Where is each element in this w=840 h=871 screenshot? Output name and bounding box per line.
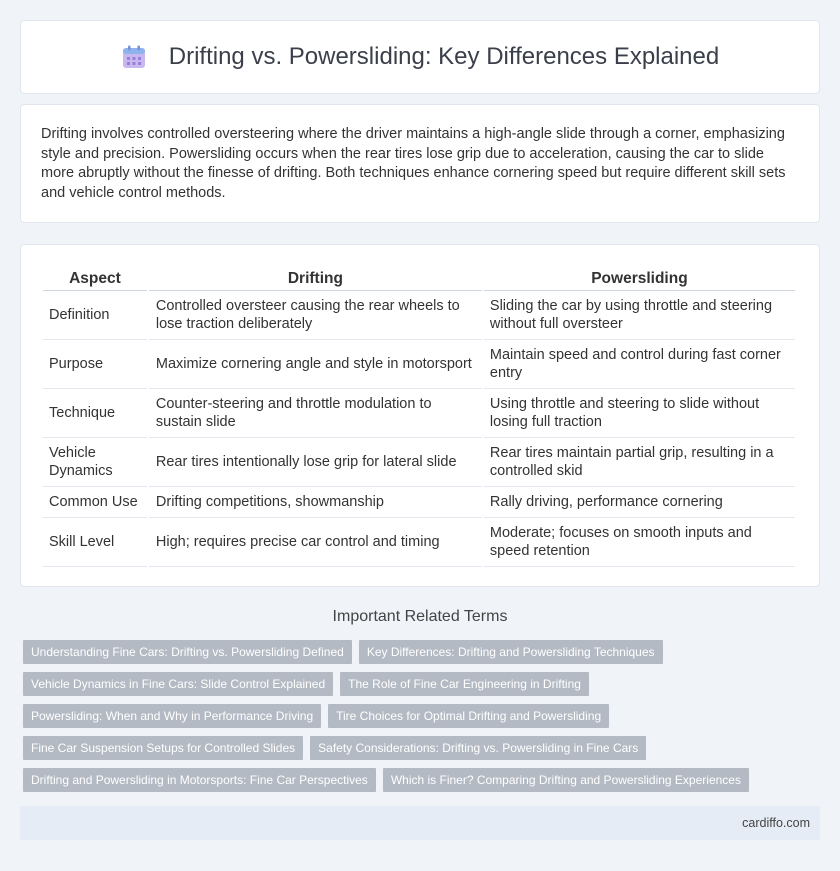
cell-drifting: Rear tires intentionally lose grip for lateral slide xyxy=(149,438,482,487)
cell-aspect: Definition xyxy=(43,291,147,340)
cell-drifting: Maximize cornering angle and style in motorsport xyxy=(149,340,482,389)
cell-aspect: Technique xyxy=(43,389,147,438)
page-title: Drifting vs. Powersliding: Key Differences Explained xyxy=(168,43,720,70)
cell-aspect: Skill Level xyxy=(43,518,147,567)
header-card xyxy=(20,20,820,94)
related-terms-title: Important Related Terms xyxy=(332,608,508,625)
cell-powersliding: Maintain speed and control during fast corner entry xyxy=(484,340,795,389)
intro-paragraph: Drifting involves controlled oversteering where the driver maintains a high-angle slide through a corner, emphasizing style and precision. Powersliding occurs when the rear tires lose grip due to acceleration, causing the car to slide more abruptly without the finesse of drifting. Both techniques enhance cornering speed but require different skill sets and vehicle control methods. xyxy=(41,126,786,201)
table-header-row xyxy=(43,265,795,291)
header-aspect: Aspect xyxy=(43,265,147,291)
comparison-table xyxy=(41,265,797,567)
footer xyxy=(20,806,820,840)
cell-drifting: Counter-steering and throttle modulation to sustain slide xyxy=(149,389,482,438)
comparison-table-card xyxy=(20,244,820,587)
table-row xyxy=(43,487,795,518)
related-term-link[interactable]: Powersliding: When and Why in Performance Driving xyxy=(23,704,321,728)
cell-powersliding: Using throttle and steering to slide without losing full traction xyxy=(484,389,795,438)
related-term-link[interactable]: Safety Considerations: Drifting vs. Powersliding in Fine Cars xyxy=(310,736,646,760)
cell-aspect: Purpose xyxy=(43,340,147,389)
related-terms-list xyxy=(23,640,823,800)
tag-row xyxy=(23,704,823,728)
related-term-link[interactable]: Understanding Fine Cars: Drifting vs. Powersliding Defined xyxy=(23,640,352,664)
table-row xyxy=(43,438,795,487)
cell-powersliding: Sliding the car by using throttle and steering without full oversteer xyxy=(484,291,795,340)
intro-card xyxy=(20,104,820,223)
tag-row xyxy=(23,672,823,696)
cell-aspect: Common Use xyxy=(43,487,147,518)
cell-drifting: High; requires precise car control and timing xyxy=(149,518,482,567)
table-row xyxy=(43,340,795,389)
related-term-link[interactable]: Tire Choices for Optimal Drifting and Powersliding xyxy=(328,704,609,728)
related-term-link[interactable]: Fine Car Suspension Setups for Controlled Slides xyxy=(23,736,303,760)
table-row xyxy=(43,518,795,567)
calendar-icon xyxy=(121,44,147,70)
cell-drifting: Controlled oversteer causing the rear wheels to lose traction deliberately xyxy=(149,291,482,340)
cell-aspect: Vehicle Dynamics xyxy=(43,438,147,487)
header-powersliding: Powersliding xyxy=(484,265,795,291)
tag-row xyxy=(23,736,823,760)
table-row xyxy=(43,389,795,438)
related-term-link[interactable]: Key Differences: Drifting and Powersliding Techniques xyxy=(359,640,663,664)
related-term-link[interactable]: The Role of Fine Car Engineering in Drifting xyxy=(340,672,589,696)
table-row xyxy=(43,291,795,340)
related-term-link[interactable]: Which is Finer? Comparing Drifting and Powersliding Experiences xyxy=(383,768,749,792)
tag-row xyxy=(23,768,823,792)
related-term-link[interactable]: Drifting and Powersliding in Motorsports: Fine Car Perspectives xyxy=(23,768,376,792)
tag-row xyxy=(23,640,823,664)
header-drifting: Drifting xyxy=(149,265,482,291)
footer-site-link[interactable]: cardiffo.com xyxy=(742,816,810,830)
cell-powersliding: Moderate; focuses on smooth inputs and speed retention xyxy=(484,518,795,567)
cell-drifting: Drifting competitions, showmanship xyxy=(149,487,482,518)
cell-powersliding: Rally driving, performance cornering xyxy=(484,487,795,518)
cell-powersliding: Rear tires maintain partial grip, resulting in a controlled skid xyxy=(484,438,795,487)
related-term-link[interactable]: Vehicle Dynamics in Fine Cars: Slide Control Explained xyxy=(23,672,333,696)
